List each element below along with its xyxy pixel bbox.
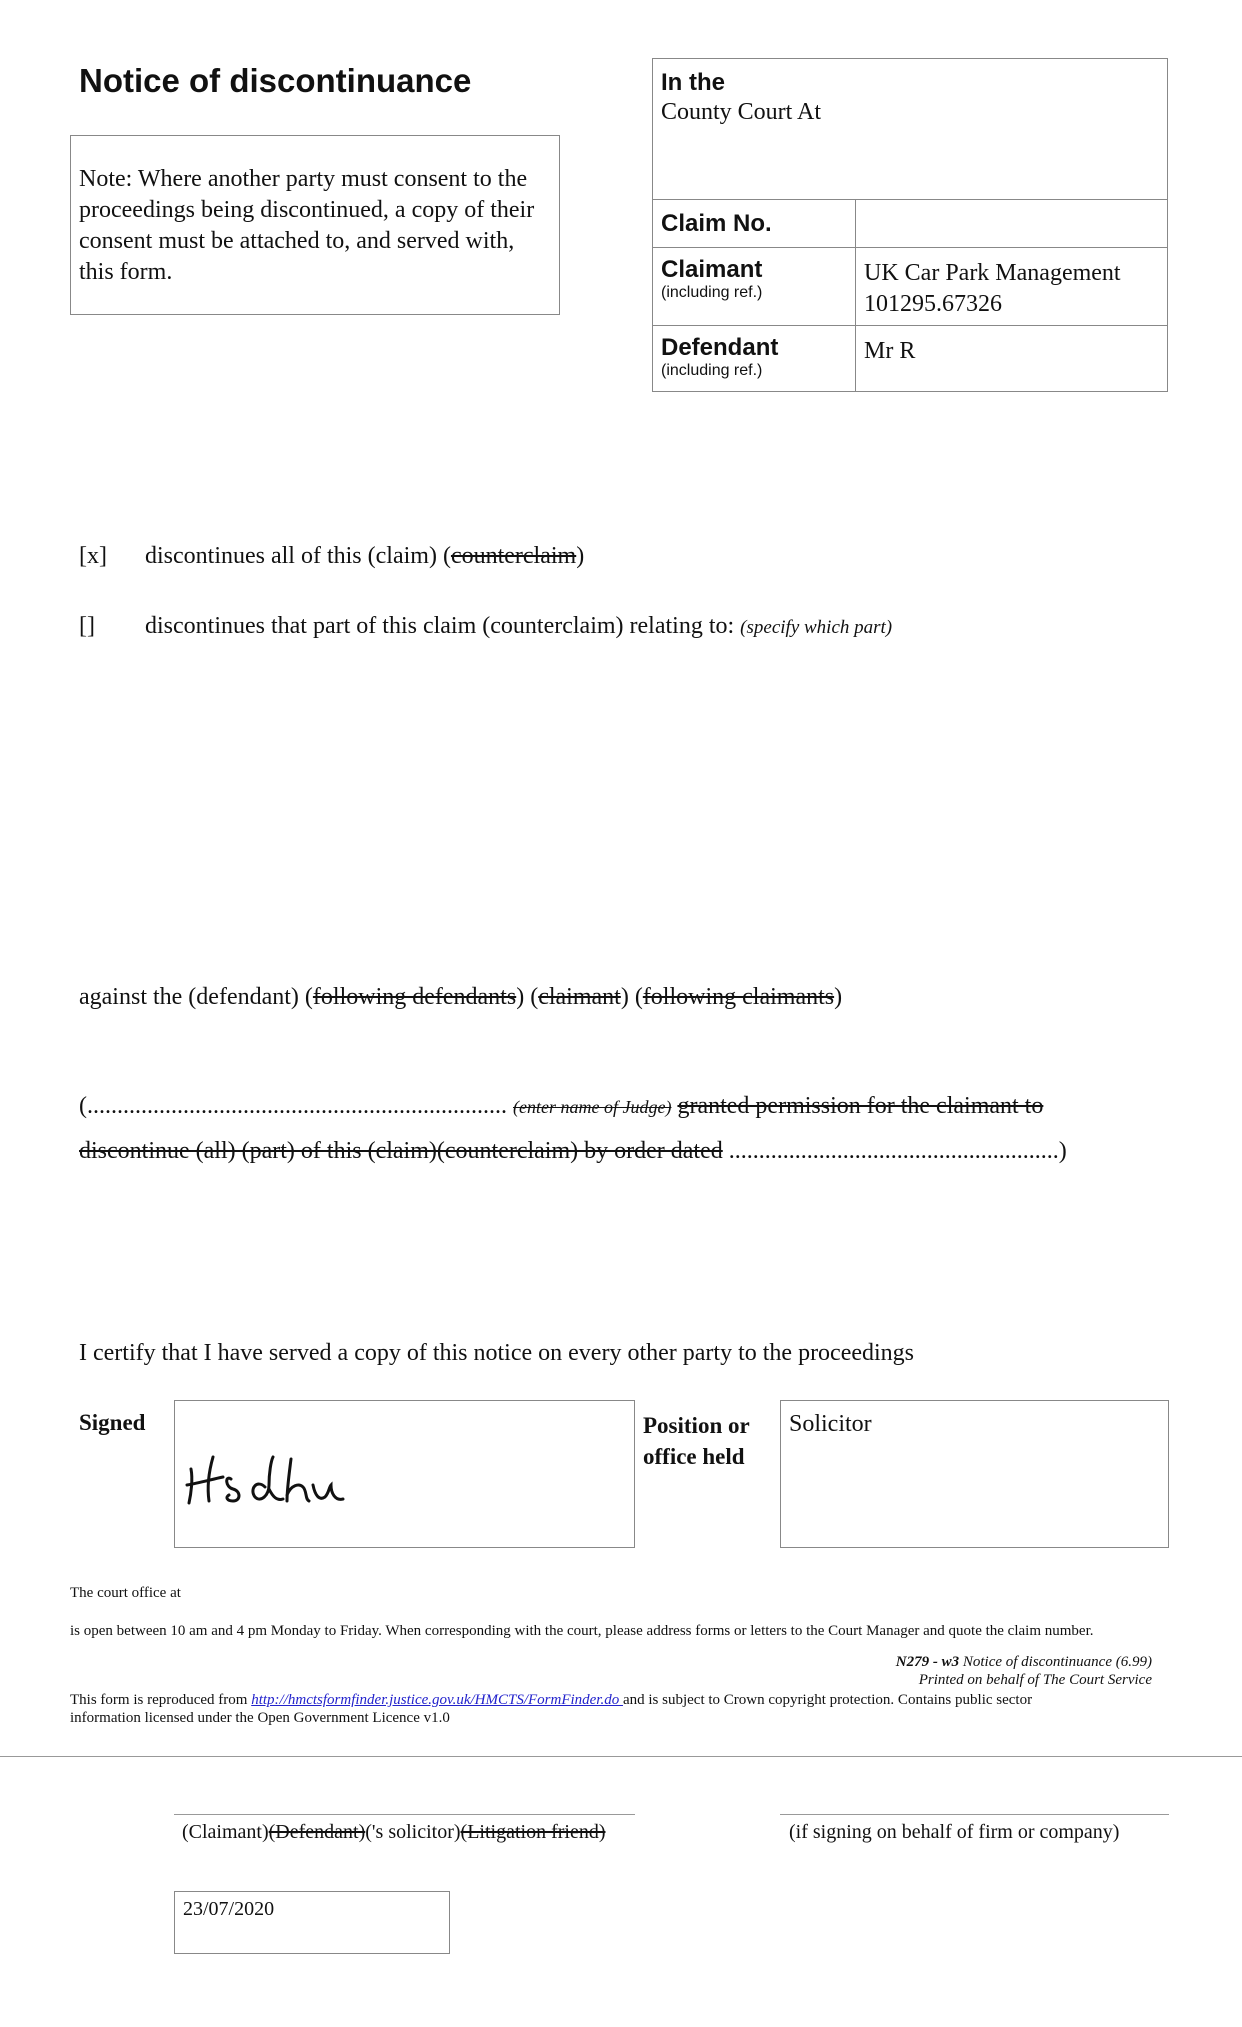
signature-drawing xyxy=(179,1439,389,1511)
certify-statement: I certify that I have served a copy of this notice on every other party to the proceedings xyxy=(79,1340,915,1366)
court-name: County Court At xyxy=(661,99,822,125)
judge-permission-text: granted permission for the claimant to xyxy=(677,1093,1044,1119)
position-label-line-2: office held xyxy=(643,1444,745,1469)
claim-no-label-cell xyxy=(653,200,856,248)
reproduction-line-2: information licensed under the Open Government Licence v1.0 xyxy=(70,1710,450,1726)
defendant-name: Mr R xyxy=(864,338,916,364)
role-litigation-friend: (Litigation friend) xyxy=(460,1821,606,1843)
in-the-label: In the xyxy=(661,69,725,96)
court-office-hours: is open between 10 am and 4 pm Monday to Friday. When corresponding with the court, please address forms or letters to the Court Manager and quote the claim number. xyxy=(70,1623,1094,1639)
judge-dots: (...................................................................... xyxy=(79,1093,507,1119)
option-all-struck: counterclaim xyxy=(450,543,577,569)
against-line xyxy=(79,984,842,1011)
defendant-label: Defendant xyxy=(661,334,779,361)
claimant-name: UK Car Park Management xyxy=(864,260,1121,286)
judge-line-2 xyxy=(79,1138,1067,1165)
option-part-label: discontinues that part of this claim (counterclaim) relating to: xyxy=(145,613,741,639)
court-details-table xyxy=(652,58,1168,392)
consent-note: Note: Where another party must consent to the proceedings being discontinued, a copy of their consent must be attached to, and served with, this form. xyxy=(70,135,560,315)
judge-line-1 xyxy=(79,1093,1043,1120)
role-solicitor: ('s solicitor) xyxy=(365,1821,461,1843)
form-reference xyxy=(896,1653,1152,1689)
firm-note: (if signing on behalf of firm or company) xyxy=(789,1821,1120,1843)
option-part-text xyxy=(145,613,892,640)
against-suffix: ) xyxy=(834,984,843,1010)
date-field[interactable] xyxy=(174,1891,450,1954)
claimant-label: Claimant xyxy=(661,256,763,283)
option-part-hint: (specify which part) xyxy=(740,617,893,638)
reproduction-line-1 xyxy=(70,1691,1032,1709)
defendant-sub-label: (including ref.) xyxy=(661,362,763,379)
section-divider xyxy=(0,1756,1242,1757)
option-all-text xyxy=(145,543,584,570)
date-value: 23/07/2020 xyxy=(183,1898,275,1920)
claimant-label-cell xyxy=(653,248,856,326)
reproduction-notice xyxy=(70,1691,1032,1727)
firm-underline xyxy=(780,1814,1169,1815)
against-struck-2: claimant xyxy=(538,984,621,1010)
signed-label: Signed xyxy=(79,1410,146,1435)
role-claimant: (Claimant) xyxy=(182,1821,269,1843)
form-code-title: Notice of discontinuance (6.99) xyxy=(962,1654,1152,1670)
repro-end: and is subject to Crown copyright protection. Contains public sector xyxy=(622,1692,1033,1708)
position-label-line-1: Position or xyxy=(643,1413,750,1438)
option-all-end: ) xyxy=(576,543,585,569)
position-field[interactable] xyxy=(780,1400,1169,1548)
printed-by: Printed on behalf of The Court Service xyxy=(918,1672,1152,1688)
repro-start: This form is reproduced from xyxy=(70,1692,252,1708)
option-all-label: discontinues all of this (claim) ( xyxy=(145,543,451,569)
against-mid-2: ) ( xyxy=(620,984,643,1010)
role-defendant: (Defendant) xyxy=(268,1821,366,1843)
claimant-ref: 101295.67326 xyxy=(864,291,1002,317)
judge-order-dots: .......................................................) xyxy=(728,1138,1067,1164)
role-underline xyxy=(174,1814,635,1815)
form-code-line xyxy=(896,1653,1152,1671)
page-title: Notice of discontinuance xyxy=(79,62,472,99)
formfinder-link[interactable]: http://hmctsformfinder.justice.gov.uk/HMCTS/FormFinder.do xyxy=(251,1692,623,1708)
against-struck-1: following defendants xyxy=(312,984,517,1010)
against-struck-3: following claimants xyxy=(642,984,835,1010)
claim-no-label: Claim No. xyxy=(661,209,772,237)
position-label xyxy=(643,1410,750,1472)
defendant-field[interactable] xyxy=(856,326,1168,392)
against-mid-1: ) ( xyxy=(516,984,539,1010)
defendant-label-cell xyxy=(653,326,856,392)
option-all-mark[interactable]: [x] xyxy=(79,543,107,569)
judge-hint: (enter name of Judge) xyxy=(513,1097,672,1117)
option-part-mark[interactable]: [] xyxy=(79,613,95,639)
form-code: N279 - w3 xyxy=(895,1654,960,1670)
court-office-label: The court office at xyxy=(70,1585,181,1601)
claimant-field[interactable] xyxy=(856,248,1168,326)
signature-box[interactable] xyxy=(174,1400,635,1548)
court-header-cell xyxy=(653,59,1168,200)
position-value: Solicitor xyxy=(789,1411,872,1437)
signer-role xyxy=(182,1821,605,1844)
signature-image xyxy=(179,1439,389,1511)
claim-no-field[interactable] xyxy=(856,200,1168,248)
judge-order-text: discontinue (all) (part) of this (claim)(counterclaim) by order dated xyxy=(79,1138,723,1164)
against-prefix: against the (defendant) ( xyxy=(79,984,313,1010)
claimant-sub-label: (including ref.) xyxy=(661,284,763,301)
